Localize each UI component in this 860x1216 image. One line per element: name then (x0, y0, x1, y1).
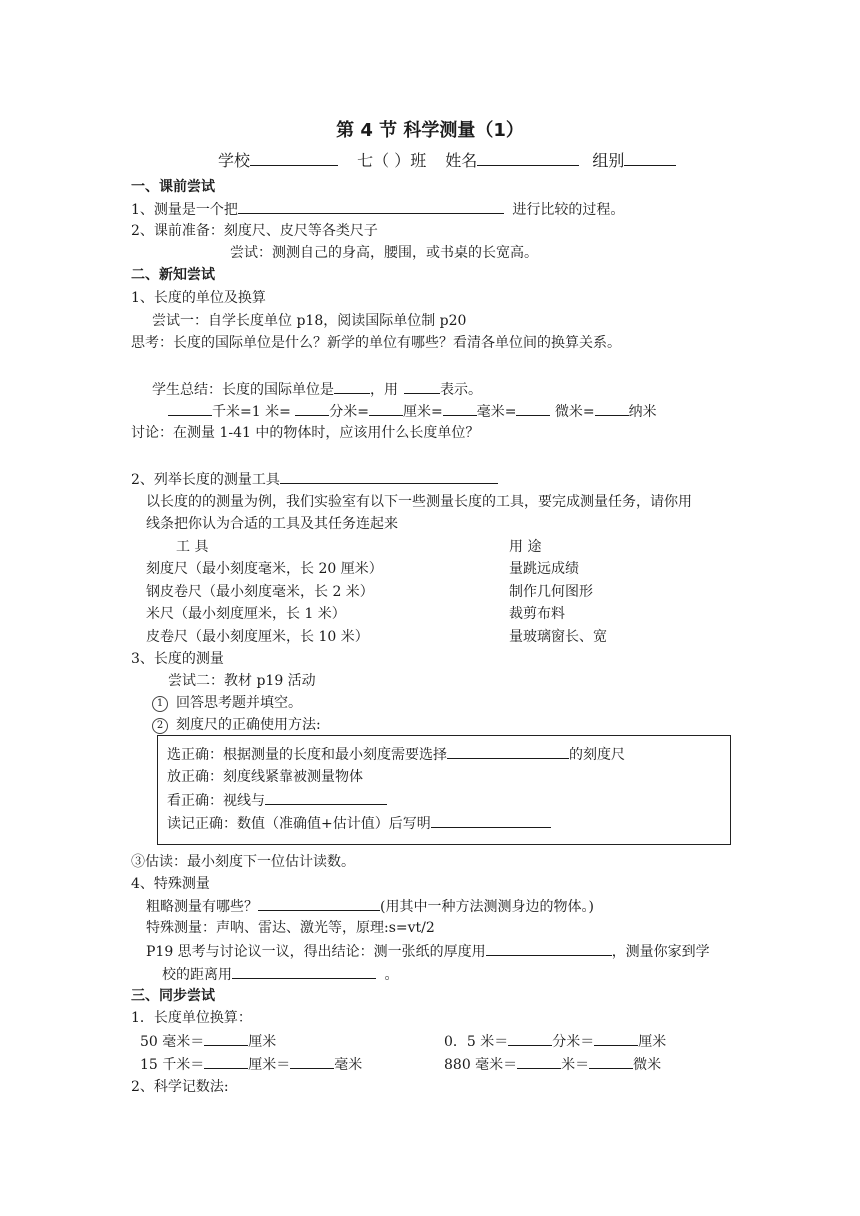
question-1-1 (131, 199, 624, 220)
subsection-2-1: 1、长度的单位及换算 (131, 290, 266, 306)
tool-item[interactable]: 刻度尺（最小刻度毫米，长 20 厘米） (146, 561, 383, 577)
subsection-3-1: 1．长度单位换算： (131, 1010, 252, 1026)
subsection-3-2: 2、科学记数法: (131, 1079, 229, 1095)
exercise-2a (140, 1054, 362, 1075)
section-2-heading: 二、新知尝试 (131, 267, 215, 283)
circled-number-1: 1 (152, 696, 168, 712)
p19-text-a: P19 思考与讨论议一议，得出结论：测一张纸的厚度用 (146, 944, 486, 960)
class-label: 七（ ）班 (357, 151, 427, 170)
p19-discussion-line-1 (146, 941, 710, 962)
try-2: 尝试二：教材 p19 活动 (168, 673, 316, 689)
conv-text-1: 千米=1 米= (212, 404, 291, 420)
subsection-2-4: 4、特殊测量 (131, 876, 210, 892)
conv-blank-4[interactable] (443, 401, 477, 416)
ex-1b-blank-2[interactable] (594, 1031, 638, 1046)
subsection-2-2 (131, 469, 498, 490)
think-question: 思考：长度的国际单位是什么？新学的单位有哪些？看清各单位间的换算关系。 (131, 335, 621, 351)
exercise-1b (444, 1031, 666, 1052)
ex-2b-blank-1[interactable] (517, 1054, 561, 1069)
summary-text-b: ，用 (370, 382, 398, 398)
conv-blank-5[interactable] (516, 401, 550, 416)
group-label: 组别 (592, 151, 625, 170)
summary-text-c: 表示。 (440, 382, 482, 398)
box-line-place: 放正确：刻度线紧靠被测量物体 (167, 769, 363, 785)
question-1-1-text: 1、测量是一个把 (131, 202, 238, 218)
ex-2a-unit-2: 毫米 (334, 1057, 363, 1073)
tools-intro-line-1: 以长度的的测量为例，我们实验室有以下一些测量长度的工具，要完成测量任务，请你用 (146, 494, 692, 510)
box-view-text: 看正确：视线与 (167, 793, 265, 809)
summary-blank-2[interactable] (404, 379, 440, 394)
tools-blank[interactable] (280, 469, 498, 484)
name-label: 姓名 (445, 151, 478, 170)
try-1: 尝试一：自学长度单位 p18，阅读国际单位制 p20 (152, 313, 467, 329)
box-view-blank[interactable] (265, 790, 387, 805)
ex-2a-blank-1[interactable] (204, 1054, 248, 1069)
rough-text: 粗略测量有哪些？ (146, 899, 258, 915)
rough-blank[interactable] (258, 896, 380, 911)
tools-intro-line-2: 线条把你认为合适的工具及其任务连起来 (146, 516, 398, 532)
tool-item[interactable]: 皮卷尺（最小刻度厘米，长 10 米） (146, 629, 369, 645)
rough-tail: (用其中一种方法测测身边的物体。) (380, 899, 594, 915)
discussion-question: 讨论：在测量 1-41 中的物体时，应该用什么长度单位？ (131, 425, 480, 441)
conv-blank-3[interactable] (369, 401, 403, 416)
ex-2a-unit-1: 厘米＝ (248, 1057, 291, 1073)
name-blank[interactable] (477, 151, 579, 166)
step-2 (152, 715, 321, 735)
ex-1a-unit: 厘米 (248, 1034, 277, 1050)
summary-blank-1[interactable] (334, 379, 370, 394)
use-item[interactable]: 量跳远成绩 (509, 561, 579, 577)
p19-discussion-line-2 (162, 964, 398, 985)
question-1-try: 尝试：测测自己的身高，腰围，或书桌的长宽高。 (230, 245, 538, 261)
page-title: 第 4 节 科学测量（1） (336, 120, 524, 141)
conv-text-6: 纳米 (628, 404, 657, 420)
special-measurement: 特殊测量：声呐、雷达、激光等，原理:s=vt/2 (146, 920, 435, 936)
paper-thickness-blank[interactable] (486, 941, 612, 956)
p19-text-d: 。 (384, 967, 399, 983)
box-line-read (167, 813, 551, 834)
exercise-2b (444, 1054, 661, 1075)
step-1 (152, 693, 302, 713)
conv-blank-6[interactable] (595, 401, 629, 416)
use-item[interactable]: 裁剪布料 (509, 606, 565, 622)
tool-item[interactable]: 钢皮卷尺（最小刻度毫米，长 2 米） (146, 584, 374, 600)
ex-1b-unit-2: 厘米 (638, 1034, 667, 1050)
p19-text-c: 校的距离用 (162, 967, 232, 983)
ex-1b-text: 0．5 米＝ (444, 1034, 509, 1050)
question-1-2: 2、课前准备：刻度尺、皮尺等各类尺子 (131, 223, 378, 239)
circled-number-2: 2 (152, 718, 168, 734)
student-info-line (218, 150, 676, 172)
exercise-1a (140, 1031, 276, 1052)
school-label: 学校 (218, 151, 251, 170)
ex-2a-text: 15 千米＝ (140, 1057, 205, 1073)
section-3-heading: 三、同步尝试 (131, 988, 215, 1004)
use-item[interactable]: 量玻璃窗长、宽 (509, 629, 607, 645)
ex-1b-unit-1: 分米＝ (552, 1034, 595, 1050)
box-select-tail: 的刻度尺 (569, 747, 625, 763)
group-blank[interactable] (624, 151, 676, 166)
box-read-blank[interactable] (431, 813, 551, 828)
conv-text-2: 分米= (329, 404, 370, 420)
conv-text-4: 毫米= (476, 404, 517, 420)
school-blank[interactable] (250, 151, 338, 166)
ex-2b-unit-1: 米＝ (561, 1057, 590, 1073)
conv-blank-2[interactable] (295, 401, 329, 416)
step-3-estimate: ③估读：最小刻度下一位估计读数。 (131, 854, 355, 870)
box-read-text: 读记正确：数值（准确值+估计值）后写明 (167, 816, 431, 832)
box-select-text: 选正确：根据测量的长度和最小刻度需要选择 (167, 747, 447, 763)
summary-text-a: 学生总结：长度的国际单位是 (152, 382, 334, 398)
ex-1a-text: 50 毫米＝ (140, 1034, 205, 1050)
ex-1a-blank[interactable] (204, 1031, 248, 1046)
question-1-1-tail: 进行比较的过程。 (512, 202, 625, 218)
ex-2b-text: 880 毫米＝ (444, 1057, 518, 1073)
box-line-select (167, 744, 625, 765)
question-1-1-blank[interactable] (238, 199, 504, 214)
subsection-2-3: 3、长度的测量 (131, 651, 224, 667)
ex-2b-unit-2: 微米 (633, 1057, 662, 1073)
step-1-text: 回答思考题并填空。 (176, 695, 302, 711)
conv-text-3: 厘米= (403, 404, 443, 420)
ex-2b-blank-2[interactable] (589, 1054, 633, 1069)
tools-column-header: 工 具 (176, 539, 209, 555)
ex-1b-blank-1[interactable] (508, 1031, 552, 1046)
section-1-heading: 一、课前尝试 (131, 179, 215, 195)
unit-conversion-row (168, 401, 657, 422)
tool-item[interactable]: 米尺（最小刻度厘米，长 1 米） (146, 606, 346, 622)
use-item[interactable]: 制作几何图形 (509, 584, 593, 600)
uses-column-header: 用 途 (509, 539, 542, 555)
box-select-blank[interactable] (447, 744, 569, 759)
student-summary (152, 379, 482, 400)
box-line-view (167, 790, 387, 811)
ex-2a-blank-2[interactable] (290, 1054, 334, 1069)
conv-text-5: 微米= (554, 404, 595, 420)
rough-measurement (146, 896, 594, 917)
conv-blank-1[interactable] (168, 401, 212, 416)
step-2-text: 刻度尺的正确使用方法: (176, 717, 321, 733)
subsection-2-2-text: 2、列举长度的测量工具 (131, 472, 280, 488)
distance-blank[interactable] (232, 964, 376, 979)
p19-text-b: ，测量你家到学 (611, 944, 710, 960)
